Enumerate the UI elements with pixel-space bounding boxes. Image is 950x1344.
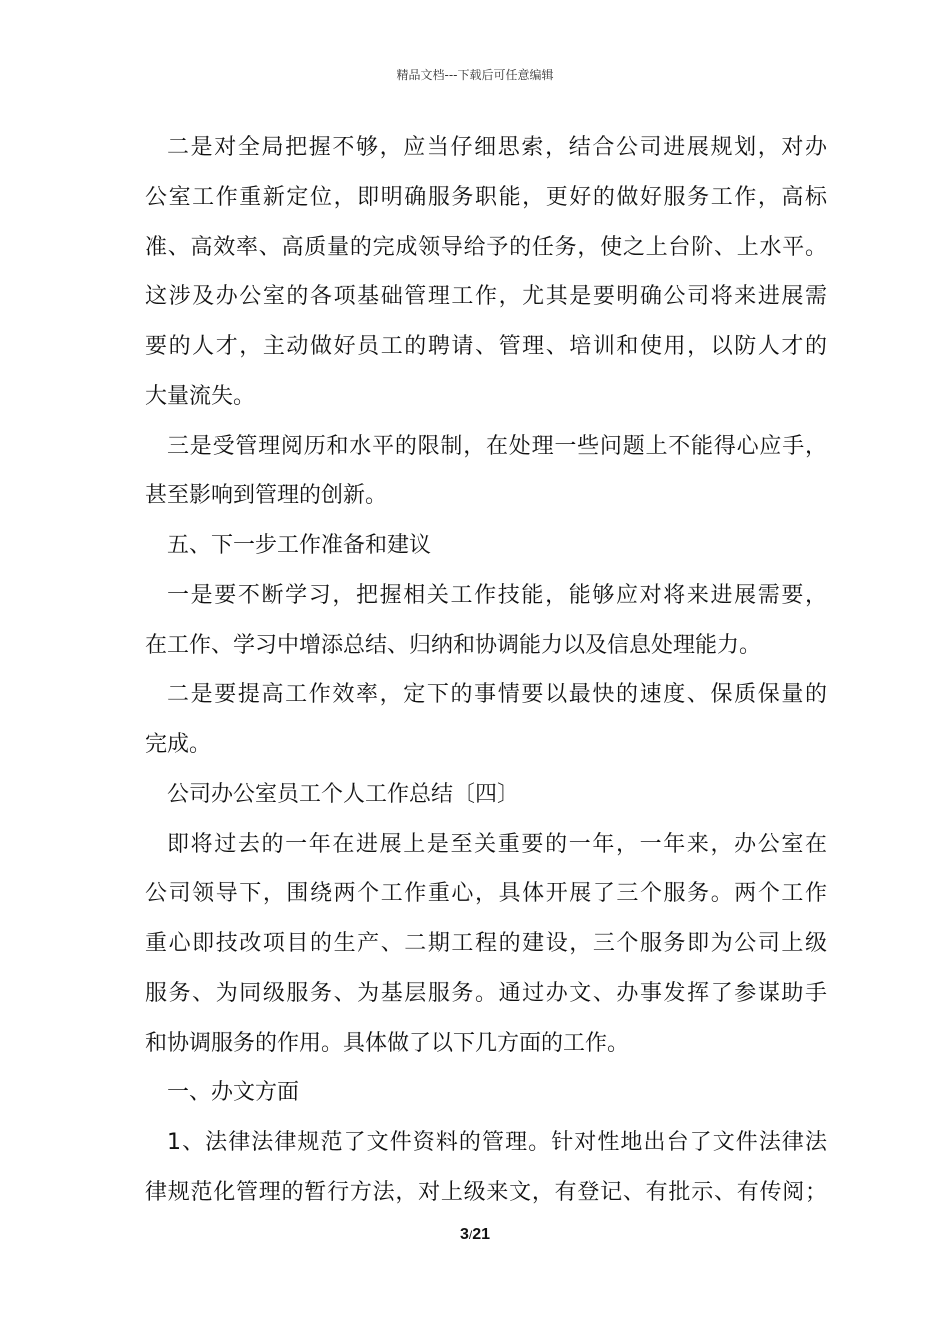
paragraph-line: 要的人才，主动做好员工的聘请、管理、培训和使用，以防人才的: [145, 334, 827, 359]
paragraph-line: 三是受管理阅历和水平的限制，在处理一些问题上不能得心应手，: [167, 433, 827, 459]
paragraph-line: 准、高效率、高质量的完成领导给予的任务，使之上台阶、上水平。: [145, 234, 827, 260]
paragraph-line: 一是要不断学习，把握相关工作技能，能够应对将来进展需要，: [167, 582, 827, 608]
total-pages: 21: [472, 1226, 491, 1243]
paragraph-line: 公司领导下，围绕两个工作重心，具体开展了三个服务。两个工作: [145, 881, 827, 907]
paragraph-line: 即将过去的一年在进展上是至关重要的一年，一年来，办公室在: [167, 831, 827, 857]
page-header: 精品文档---下载后可任意编辑: [396, 68, 554, 82]
page-separator: /: [468, 1228, 473, 1242]
paragraph-line: 二是要提高工作效率，定下的事情要以最快的速度、保质保量的: [167, 682, 827, 708]
paragraph-line: 完成。: [145, 732, 212, 757]
paragraph-line: 公室工作重新定位，即明确服务职能，更好的做好服务工作，高标: [145, 184, 827, 210]
paragraph-line: 公司办公室员工个人工作总结〔四〕: [167, 781, 520, 807]
paragraph-line: 甚至影响到管理的创新。: [145, 483, 388, 509]
paragraph-line: 大量流失。: [145, 383, 256, 409]
paragraph-line: 律规范化管理的暂行方法，对上级来文，有登记、有批示、有传阅；: [145, 1179, 827, 1205]
current-page: 3: [459, 1226, 469, 1243]
paragraph-line: 二是对全局把握不够，应当仔细思索，结合公司进展规划，对办: [167, 135, 827, 160]
paragraph-line: 五、下一步工作准备和建议: [167, 533, 432, 558]
paragraph-line: 重心即技改项目的生产、二期工程的建设，三个服务即为公司上级: [145, 931, 827, 956]
document-body: [145, 132, 827, 1227]
paragraph-line: 在工作、学习中增添总结、归纳和协调能力以及信息处理能力。: [145, 632, 762, 658]
page-number: [0, 1226, 950, 1244]
paragraph-line: 和协调服务的作用。具体做了以下几方面的工作。: [145, 1030, 630, 1056]
paragraph-line: 1、法律法律规范了文件资料的管理。针对性地出台了文件法律法: [167, 1130, 827, 1155]
paragraph-line: 服务、为同级服务、为基层服务。通过办文、办事发挥了参谋助手: [145, 980, 827, 1006]
paragraph-line: 这涉及办公室的各项基础管理工作，尤其是要明确公司将来进展需: [145, 284, 827, 310]
paragraph-line: 一、办文方面: [167, 1080, 300, 1106]
